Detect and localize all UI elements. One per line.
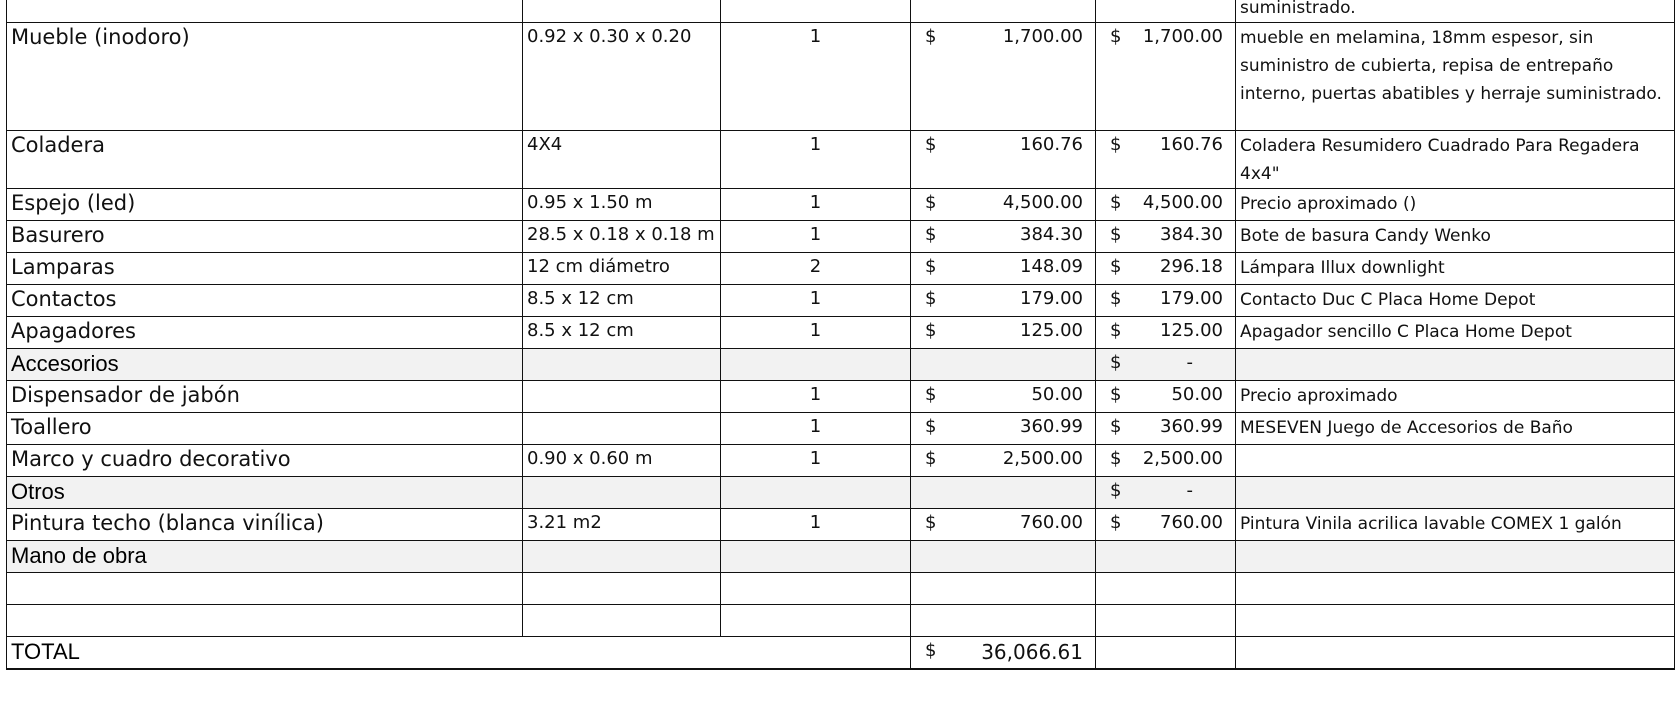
description-cell[interactable]: Apagador sencillo C Placa Home Depot [1236,317,1675,349]
money-wrap [915,256,1095,277]
empty-cell[interactable] [1236,477,1675,509]
empty-cell[interactable] [7,573,523,605]
empty-cell[interactable] [1236,605,1675,637]
line-total-cell[interactable] [1096,221,1236,253]
unit-amount: 760.00 [1020,512,1083,533]
empty-cell[interactable] [721,573,911,605]
empty-cell[interactable] [7,605,523,637]
line-total-cell[interactable] [1096,381,1236,413]
money-wrap [915,384,1095,405]
section-title[interactable]: Accesorios [7,349,523,381]
currency-symbol: $ [1110,192,1122,213]
total-amount: 160.76 [1160,134,1223,155]
line-total-cell[interactable] [1096,189,1236,221]
unit-price-cell[interactable] [911,381,1096,413]
item-name-cell[interactable]: Basurero [7,221,523,253]
empty-cell[interactable] [911,573,1096,605]
empty-cell[interactable] [523,541,721,573]
unit-price-cell[interactable] [911,0,1096,23]
empty-cell[interactable] [523,349,721,381]
empty-cell[interactable] [911,605,1096,637]
line-total-cell[interactable] [1096,509,1236,541]
table-row [7,23,1675,131]
dimensions-cell[interactable]: 0.95 x 1.50 m [523,189,721,221]
total-amount: 50.00 [1171,384,1223,405]
dimensions-cell[interactable]: 12 cm diámetro [523,253,721,285]
total-amount: 296.18 [1160,256,1223,277]
item-name-cell[interactable]: Pintura techo (blanca vinílica) [7,509,523,541]
table-row [7,509,1675,541]
description-cell[interactable]: Precio aproximado [1236,381,1675,413]
empty-cell[interactable] [911,477,1096,509]
money-wrap [1100,256,1235,277]
total-amount: 125.00 [1160,320,1223,341]
table-row [7,0,1675,23]
currency-symbol: $ [1110,288,1122,309]
total-label[interactable]: TOTAL [7,637,911,669]
line-total-cell[interactable] [1096,253,1236,285]
unit-amount: 360.99 [1020,416,1083,437]
quantity-cell[interactable]: 1 [721,189,911,221]
currency-symbol: $ [1110,384,1122,405]
money-wrap [1100,224,1235,245]
unit-price-cell[interactable] [911,23,1096,131]
unit-price-cell[interactable] [911,285,1096,317]
description-cell[interactable]: MESEVEN Juego de Accesorios de Baño [1236,413,1675,445]
table-row [7,221,1675,253]
empty-cell[interactable] [1236,541,1675,573]
quantity-cell[interactable]: 1 [721,509,911,541]
table-row [7,605,1675,637]
unit-amount: 384.30 [1020,224,1083,245]
money-wrap [1100,512,1235,533]
description-cell[interactable]: mueble en melamina, 18mm espesor, sin suministro de cubierta, repisa de entrepaño interno, puertas abatibles y herraje suministrado. [1236,23,1675,131]
total-amount: 179.00 [1160,288,1223,309]
description-cell[interactable]: suministrado. [1236,0,1675,23]
money-wrap [915,26,1095,47]
description-cell[interactable]: Lámpara Illux downlight [1236,253,1675,285]
money-wrap [1100,448,1235,469]
empty-cell[interactable] [1236,573,1675,605]
money-wrap [1100,134,1235,155]
table-row [7,573,1675,605]
section-row [7,477,1675,509]
currency-symbol: $ [925,26,937,47]
quantity-cell[interactable]: 1 [721,285,911,317]
empty-cell[interactable] [1236,637,1675,669]
table-row [7,131,1675,189]
line-total-cell[interactable] [1096,317,1236,349]
quantity-cell[interactable]: 1 [721,131,911,189]
table-row [7,253,1675,285]
unit-amount: 1,700.00 [1002,26,1083,47]
total-amount: 384.30 [1160,224,1223,245]
currency-symbol: $ [1110,512,1122,533]
unit-price-cell[interactable] [911,317,1096,349]
currency-symbol: $ [925,224,937,245]
item-name-cell[interactable]: Mueble (inodoro) [7,23,523,131]
table-row [7,445,1675,477]
currency-symbol: $ [925,512,937,533]
line-total-cell[interactable] [1096,541,1236,573]
grand-total-cell[interactable] [911,637,1096,669]
money-wrap [1100,480,1235,501]
money-wrap [915,512,1095,533]
empty-cell[interactable] [1236,349,1675,381]
dimensions-cell[interactable]: 0.92 x 0.30 x 0.20 [523,23,721,131]
empty-cell[interactable] [721,477,911,509]
section-title[interactable]: Mano de obra [7,541,523,573]
money-wrap [915,288,1095,309]
dimensions-cell[interactable]: 3.21 m2 [523,509,721,541]
unit-amount: 2,500.00 [1002,448,1083,469]
currency-symbol: $ [925,192,937,213]
currency-symbol: $ [1110,320,1122,341]
dimensions-cell[interactable]: 0.90 x 0.60 m [523,445,721,477]
unit-amount: 148.09 [1020,256,1083,277]
currency-symbol: $ [925,256,937,277]
empty-cell[interactable] [721,541,911,573]
currency-symbol: $ [925,448,937,469]
line-total-cell[interactable] [1096,285,1236,317]
budget-table-body [7,0,1675,669]
unit-price-cell[interactable] [911,189,1096,221]
empty-cell[interactable] [523,605,721,637]
currency-symbol: $ [1110,416,1122,437]
dimensions-cell[interactable] [523,413,721,445]
item-name-cell[interactable]: Marco y cuadro decorativo [7,445,523,477]
total-amount: 2,500.00 [1142,448,1223,469]
table-row [7,317,1675,349]
item-name-cell[interactable]: Lamparas [7,253,523,285]
unit-price-cell[interactable] [911,509,1096,541]
item-name-cell[interactable]: Apagadores [7,317,523,349]
quantity-cell[interactable]: 1 [721,221,911,253]
empty-cell[interactable] [721,349,911,381]
currency-symbol: $ [925,384,937,405]
dimensions-cell[interactable] [523,0,721,23]
table-row [7,381,1675,413]
dimensions-cell[interactable] [523,381,721,413]
unit-amount: 50.00 [1031,384,1083,405]
empty-cell[interactable] [1096,637,1236,669]
quantity-cell[interactable]: 1 [721,317,911,349]
currency-symbol: $ [1110,352,1122,373]
unit-amount: 160.76 [1020,134,1083,155]
money-wrap [1100,26,1235,47]
table-row [7,285,1675,317]
section-row [7,541,1675,573]
currency-symbol: $ [925,416,937,437]
description-cell[interactable] [1236,445,1675,477]
total-row [7,637,1675,669]
quantity-cell[interactable]: 2 [721,253,911,285]
money-wrap [1100,288,1235,309]
money-wrap [915,448,1095,469]
section-total-amount: - [1186,480,1193,501]
empty-cell[interactable] [911,349,1096,381]
unit-amount: 179.00 [1020,288,1083,309]
item-name-cell[interactable]: Contactos [7,285,523,317]
money-wrap [915,134,1095,155]
money-wrap [1100,416,1235,437]
unit-price-cell[interactable] [911,445,1096,477]
description-cell[interactable]: Contacto Duc C Placa Home Depot [1236,285,1675,317]
description-cell[interactable]: Precio aproximado () [1236,189,1675,221]
total-amount: 4,500.00 [1142,192,1223,213]
empty-cell[interactable] [1096,573,1236,605]
grand-total-amount: 36,066.61 [981,640,1083,664]
empty-cell[interactable] [911,541,1096,573]
empty-cell[interactable] [1096,605,1236,637]
unit-price-cell[interactable] [911,413,1096,445]
unit-price-cell[interactable] [911,221,1096,253]
line-total-cell[interactable] [1096,349,1236,381]
dimensions-cell[interactable]: 4X4 [523,131,721,189]
money-wrap [915,640,1095,664]
item-name-cell[interactable]: Espejo (led) [7,189,523,221]
money-wrap [1100,352,1235,373]
quantity-cell[interactable]: 1 [721,381,911,413]
empty-cell[interactable] [523,573,721,605]
item-name-cell[interactable]: Coladera [7,131,523,189]
item-name-cell[interactable] [7,0,523,23]
section-row [7,349,1675,381]
money-wrap [1100,192,1235,213]
currency-symbol: $ [1110,480,1122,501]
line-total-cell[interactable] [1096,131,1236,189]
total-amount: 360.99 [1160,416,1223,437]
currency-symbol: $ [925,320,937,341]
currency-symbol: $ [925,288,937,309]
currency-symbol: $ [925,134,937,155]
unit-amount: 4,500.00 [1002,192,1083,213]
quantity-cell[interactable]: 1 [721,445,911,477]
description-cell[interactable]: Pintura Vinila acrilica lavable COMEX 1 galón [1236,509,1675,541]
money-wrap [1100,320,1235,341]
line-total-cell[interactable] [1096,477,1236,509]
description-cell[interactable]: Bote de basura Candy Wenko [1236,221,1675,253]
total-amount: 760.00 [1160,512,1223,533]
empty-cell[interactable] [721,605,911,637]
quantity-cell[interactable]: 1 [721,23,911,131]
dimensions-cell[interactable]: 8.5 x 12 cm [523,317,721,349]
money-wrap [915,224,1095,245]
line-total-cell[interactable] [1096,0,1236,23]
section-title[interactable]: Otros [7,477,523,509]
line-total-cell[interactable] [1096,445,1236,477]
currency-symbol: $ [925,640,937,661]
currency-symbol: $ [1110,134,1122,155]
budget-table [6,0,1675,670]
section-total-amount: - [1186,352,1193,373]
description-cell[interactable]: Coladera Resumidero Cuadrado Para Regadera 4x4" [1236,131,1675,189]
money-wrap [915,192,1095,213]
money-wrap [915,416,1095,437]
unit-price-cell[interactable] [911,131,1096,189]
quantity-cell[interactable] [721,0,911,23]
quantity-cell[interactable]: 1 [721,413,911,445]
currency-symbol: $ [1110,448,1122,469]
table-row [7,189,1675,221]
line-total-cell[interactable] [1096,413,1236,445]
money-wrap [1100,384,1235,405]
total-amount: 1,700.00 [1142,26,1223,47]
currency-symbol: $ [1110,26,1122,47]
dimensions-cell[interactable]: 28.5 x 0.18 x 0.18 m [523,221,721,253]
unit-amount: 125.00 [1020,320,1083,341]
item-name-cell[interactable]: Toallero [7,413,523,445]
dimensions-cell[interactable]: 8.5 x 12 cm [523,285,721,317]
empty-cell[interactable] [523,477,721,509]
item-name-cell[interactable]: Dispensador de jabón [7,381,523,413]
money-wrap [915,320,1095,341]
currency-symbol: $ [1110,256,1122,277]
unit-price-cell[interactable] [911,253,1096,285]
table-row [7,413,1675,445]
currency-symbol: $ [1110,224,1122,245]
line-total-cell[interactable] [1096,23,1236,131]
